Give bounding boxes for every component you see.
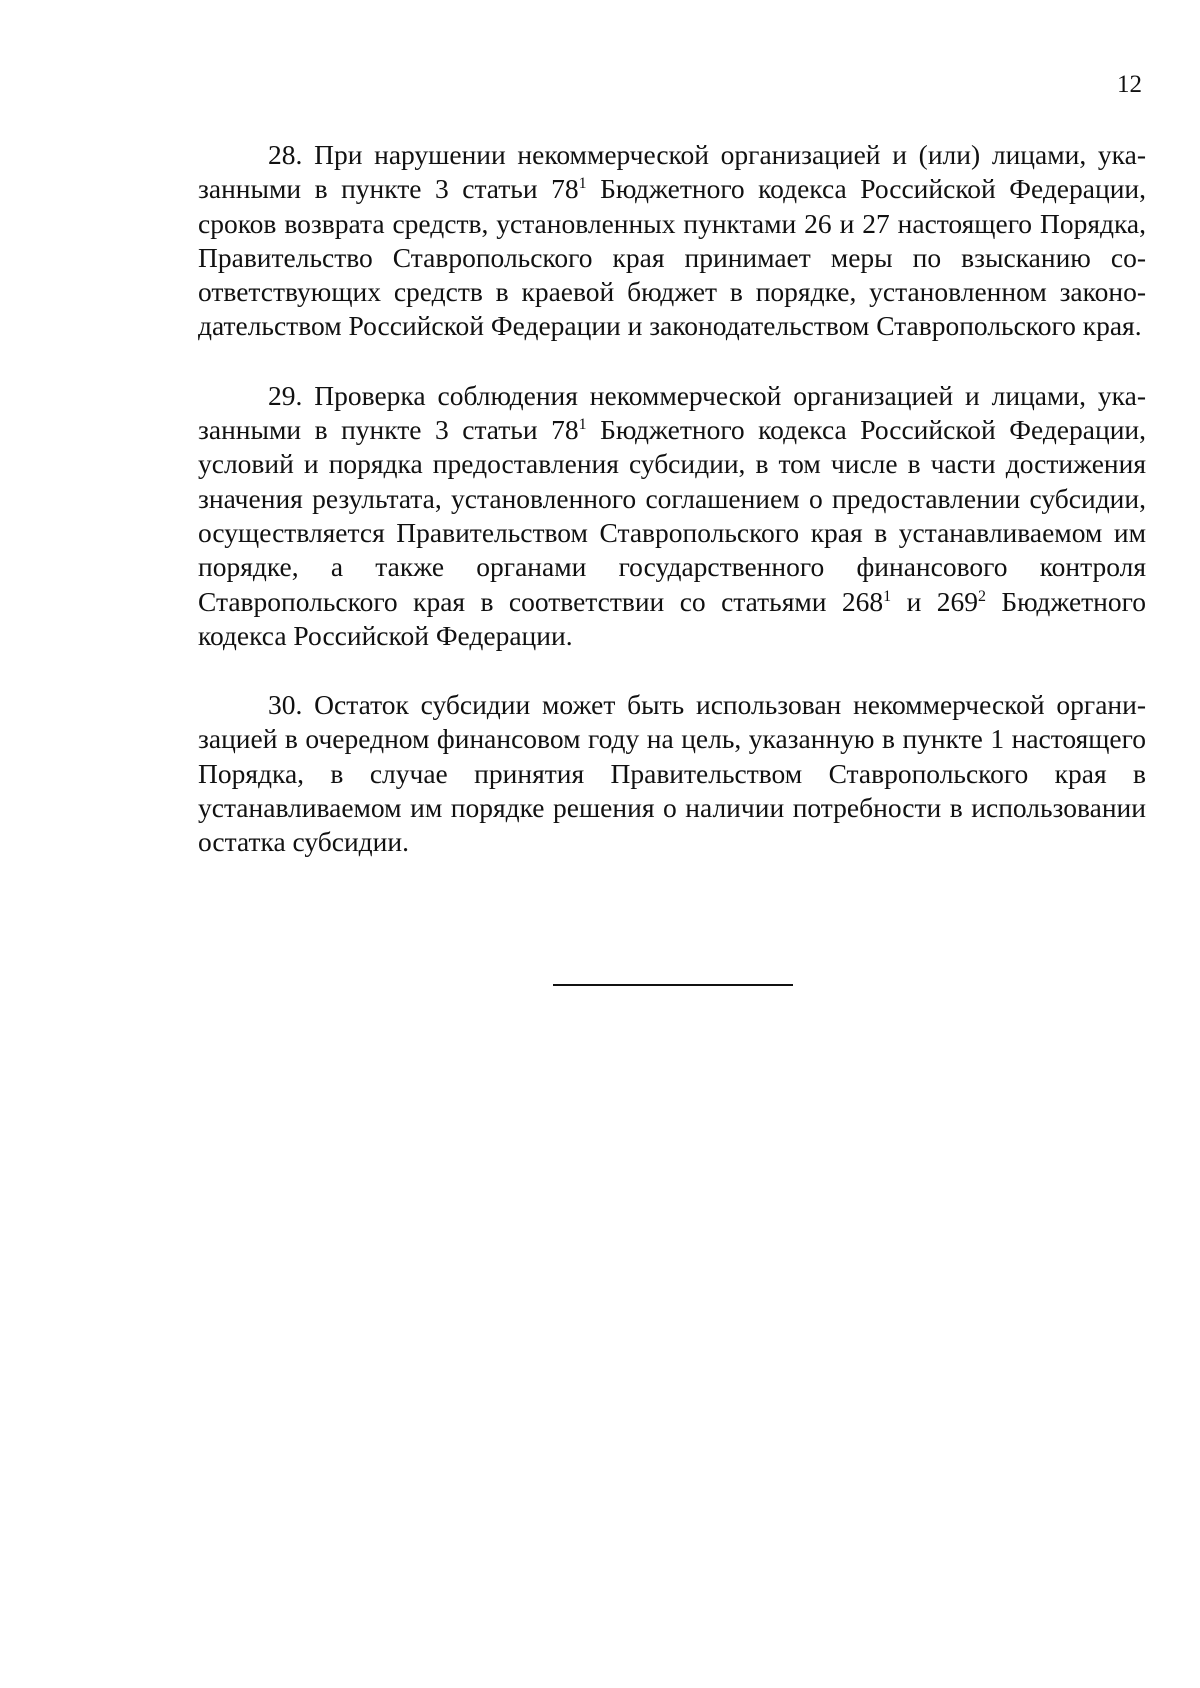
superscript-2: 2 xyxy=(977,587,986,605)
paragraph-29 xyxy=(198,379,1146,653)
paragraph-29-text-2: Бюджетного кодекса Российской Федерации, условий и порядка предоставления субсидии, в том числе в части достижения значения результата, установленного соглашением о предоставлении субсидии, осуществляется Правительством Ставропольского края в устанавливаемом им порядке, а также органами государственного финансового контроля Ставропольского края в соответствии со статьями 268 xyxy=(198,414,1146,617)
page-number: 12 xyxy=(1117,71,1142,98)
superscript-1: 1 xyxy=(883,587,892,605)
paragraph-28-text-2: Бюджетного кодекса Российской Федерации, сроков возврата средств, установленных пунктами 26 и 27 настоящего Порядка, Правительство Ставропольского края принимает меры по взысканию соответствующих средств в краевой бюджет в порядке, установленном законодательством Российской Федерации и законодательством Ставропольского края. xyxy=(198,173,1146,342)
paragraph-30-text-1: 30. Остаток субсидии может быть использован некоммерческой организацией в очередном финансовом году на цель, указанную в пункте 1 настоящего Порядка, в случае принятия Правительством Ставропольского края в устанавливаемом им порядке решения о наличии потребности в использовании остатка субсидии. xyxy=(198,689,1146,858)
paragraph-28-text-1: 28. При нарушении некоммерческой организацией и (или) лицами, указанными в пункте 3 статьи 78 xyxy=(198,139,1146,205)
document-body xyxy=(198,138,1146,895)
superscript-1: 1 xyxy=(578,175,587,193)
superscript-1: 1 xyxy=(578,416,587,434)
paragraph-29-text-3: и 269 xyxy=(891,585,978,617)
paragraph-29-text-4: Бюджетного кодекса Российской Федерации. xyxy=(198,585,1146,651)
end-of-document-line xyxy=(553,984,793,986)
paragraph-29-text-1: 29. Проверка соблюдения некоммерческой организацией и лицами, указанными в пункте 3 статьи 78 xyxy=(198,379,1146,446)
paragraph-28 xyxy=(198,138,1146,344)
paragraph-30 xyxy=(198,688,1146,859)
